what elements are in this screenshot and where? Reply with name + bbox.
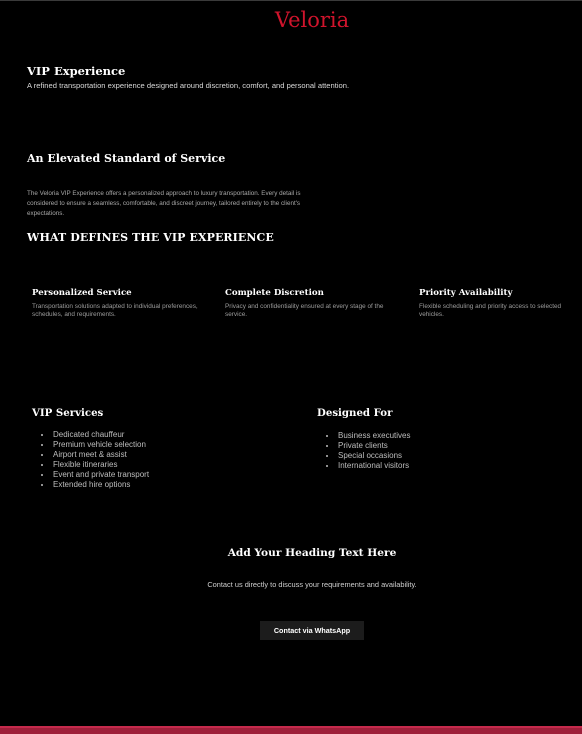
defines-heading: WHAT DEFINES THE VIP EXPERIENCE [27, 231, 274, 244]
feature-description: Privacy and confidentiality ensured at every stage of the service. [225, 303, 384, 318]
services-list [32, 430, 149, 490]
feature-title: Priority Availability [419, 288, 513, 298]
brand-logo[interactable]: Veloria [274, 8, 350, 32]
cta-heading: Add Your Heading Text Here [227, 547, 397, 559]
feature-description: Flexible scheduling and priority access to selected vehicles. [419, 303, 562, 318]
feature-description: Transportation solutions adapted to individual preferences, schedules, and requirements. [32, 303, 198, 318]
whatsapp-contact-button[interactable]: Contact via WhatsApp [260, 621, 364, 640]
page-subtitle: A refined transportation experience designed around discretion, comfort, and personal attention. [27, 81, 350, 90]
list-item: • International visitors [337, 461, 410, 471]
feature-card-priority [419, 288, 574, 319]
list-item: • Premium vehicle selection [52, 440, 149, 450]
top-divider [0, 0, 582, 1]
page-title: VIP Experience [27, 64, 126, 78]
footer-bar [0, 726, 582, 734]
designed-for-list [317, 431, 410, 471]
list-item: • Extended hire options [52, 480, 149, 490]
standard-paragraph: The Veloria VIP Experience offers a personalized approach to luxury transportation. Every detail is considered to ensure a seamless, comfortable, and discreet journey, tailored entirely to the client's expectations. [27, 190, 301, 217]
feature-title: Personalized Service [32, 288, 132, 298]
list-item: • Airport meet & assist [52, 450, 149, 460]
designed-for-heading: Designed For [317, 407, 393, 419]
list-item: • Private clients [337, 441, 410, 451]
feature-title: Complete Discretion [225, 288, 324, 298]
feature-card-personalized [32, 288, 204, 319]
list-item: • Event and private transport [52, 470, 149, 480]
list-item: • Dedicated chauffeur [52, 430, 149, 440]
feature-card-discretion [225, 288, 397, 319]
services-heading: VIP Services [32, 407, 104, 419]
standard-heading: An Elevated Standard of Service [27, 152, 226, 165]
list-item: • Flexible itineraries [52, 460, 149, 470]
cta-text: Contact us directly to discuss your requirements and availability. [207, 580, 417, 589]
list-item: • Special occasions [337, 451, 410, 461]
list-item: • Business executives [337, 431, 410, 441]
